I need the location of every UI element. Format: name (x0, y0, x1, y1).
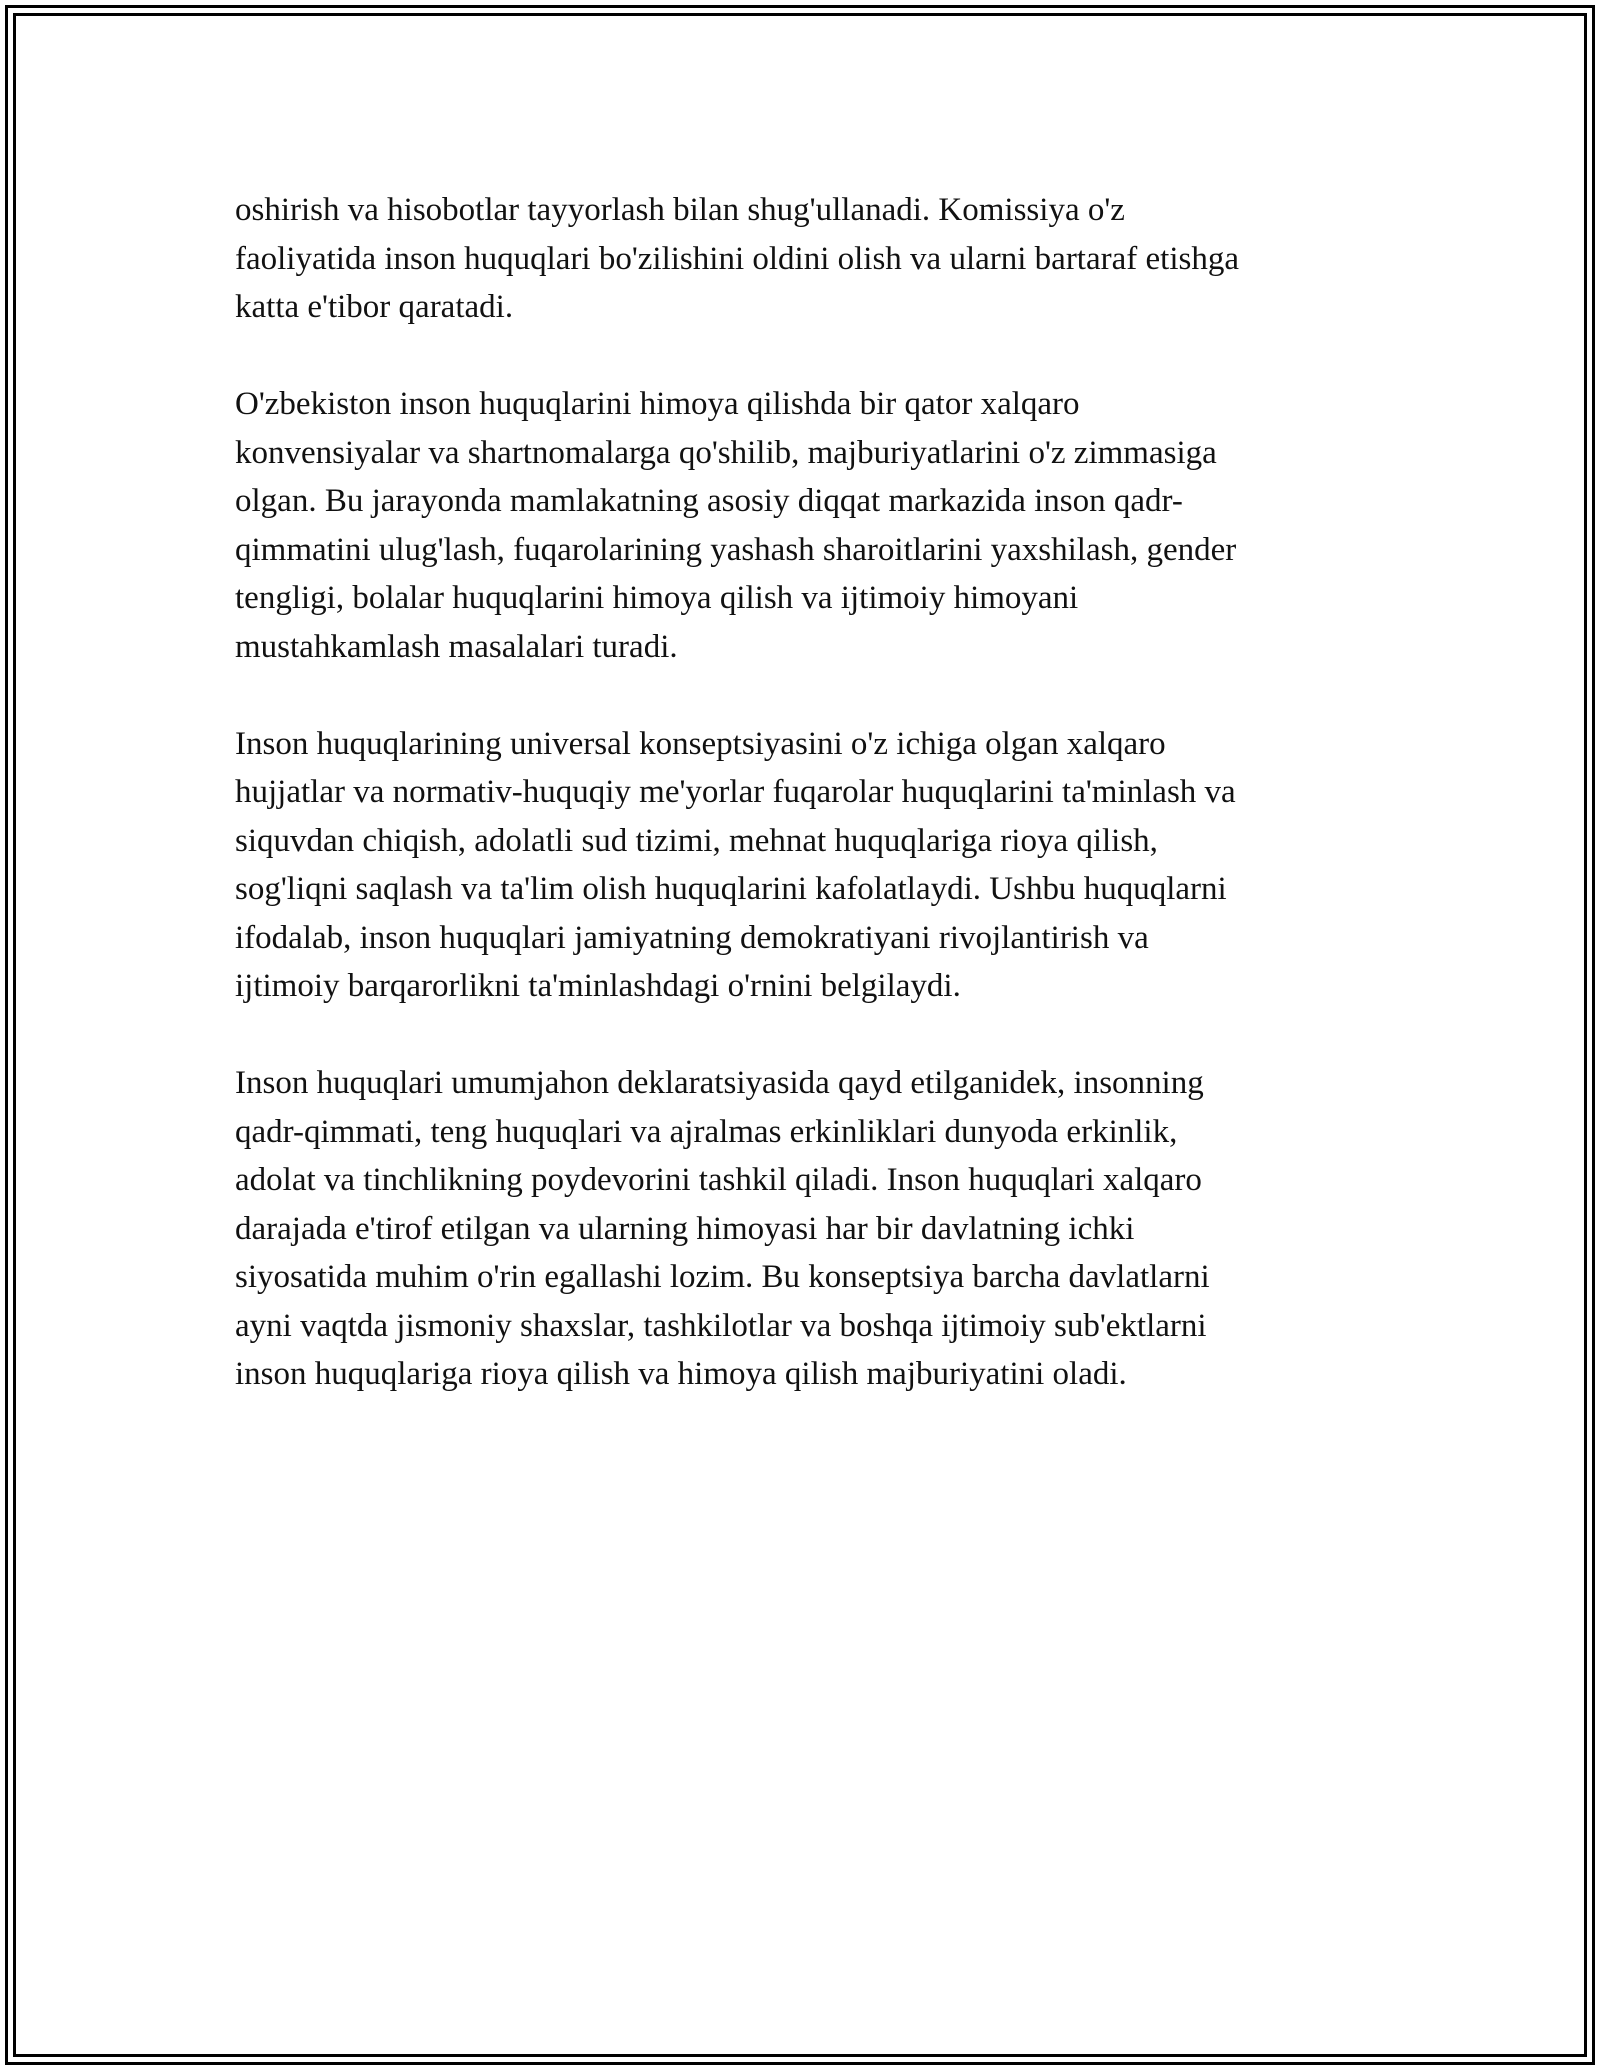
text-line: inson huquqlariga rioya qilish va himoya qilish majburiyatini oladi. (235, 1356, 1127, 1392)
text-line: O'zbekiston inson huquqlarini himoya qilishda bir qator xalqaro (235, 386, 1080, 422)
text-line: tengligi, bolalar huquqlarini himoya qilish va ijtimoiy himoyani (235, 580, 1079, 616)
text-line: hujjatlar va normativ-huquqiy me'yorlar fuqarolar huquqlarini ta'minlash va (235, 774, 1236, 810)
text-line: katta e'tibor qaratadi. (235, 289, 514, 325)
text-line: Inson huquqlari umumjahon deklaratsiyasida qayd etilganidek, insonning (235, 1065, 1204, 1101)
text-line: adolat va tinchlikning poydevorini tashkil qiladi. Inson huquqlari xalqaro (235, 1162, 1202, 1198)
text-line: sog'liqni saqlash va ta'lim olish huquqlarini kafolatlaydi. Ushbu huquqlarni (235, 871, 1227, 907)
text-line: qimmatini ulug'lash, fuqarolarining yashash sharoitlarini yaxshilash, gender (235, 531, 1237, 568)
text-line: olgan. Bu jarayonda mamlakatning asosiy diqqat markazida inson qadr- (235, 483, 1183, 519)
text-line: siquvdan chiqish, adolatli sud tizimi, mehnat huquqlariga rioya qilish, (235, 822, 1158, 859)
text-line: ayni vaqtda jismoniy shaxslar, tashkilotlar va boshqa ijtimoiy sub'ektlarni (235, 1307, 1207, 1344)
text-line: oshirish va hisobotlar tayyorlash bilan shug'ullanadi. Komissiya o'z (235, 192, 1125, 228)
paragraph-1 (235, 186, 1355, 332)
paragraph-3 (235, 720, 1355, 1011)
paragraph-4 (235, 1059, 1355, 1399)
text-line: Inson huquqlarining universal konseptsiyasini o'z ichiga olgan xalqaro (235, 725, 1166, 762)
document-body (235, 186, 1355, 1447)
text-line: siyosatida muhim o'rin egallashi lozim. Bu konseptsiya barcha davlatlarni (235, 1259, 1210, 1295)
text-line: konvensiyalar va shartnomalarga qo'shilib, majburiyatlarini o'z zimmasiga (235, 434, 1217, 471)
text-line: mustahkamlash masalalari turadi. (235, 628, 678, 665)
text-line: qadr-qimmati, teng huquqlari va ajralmas erkinliklari dunyoda erkinlik, (235, 1113, 1178, 1150)
text-line: faoliyatida inson huquqlari bo'zilishini oldini olish va ularni bartaraf etishga (235, 240, 1239, 277)
text-line: ifodalab, inson huquqlari jamiyatning demokratiyani rivojlantirish va (235, 919, 1149, 956)
paragraph-2 (235, 380, 1355, 671)
text-line: ijtimoiy barqarorlikni ta'minlashdagi o'rnini belgilaydi. (235, 968, 961, 1004)
text-line: darajada e'tirof etilgan va ularning himoyasi har bir davlatning ichki (235, 1210, 1135, 1247)
